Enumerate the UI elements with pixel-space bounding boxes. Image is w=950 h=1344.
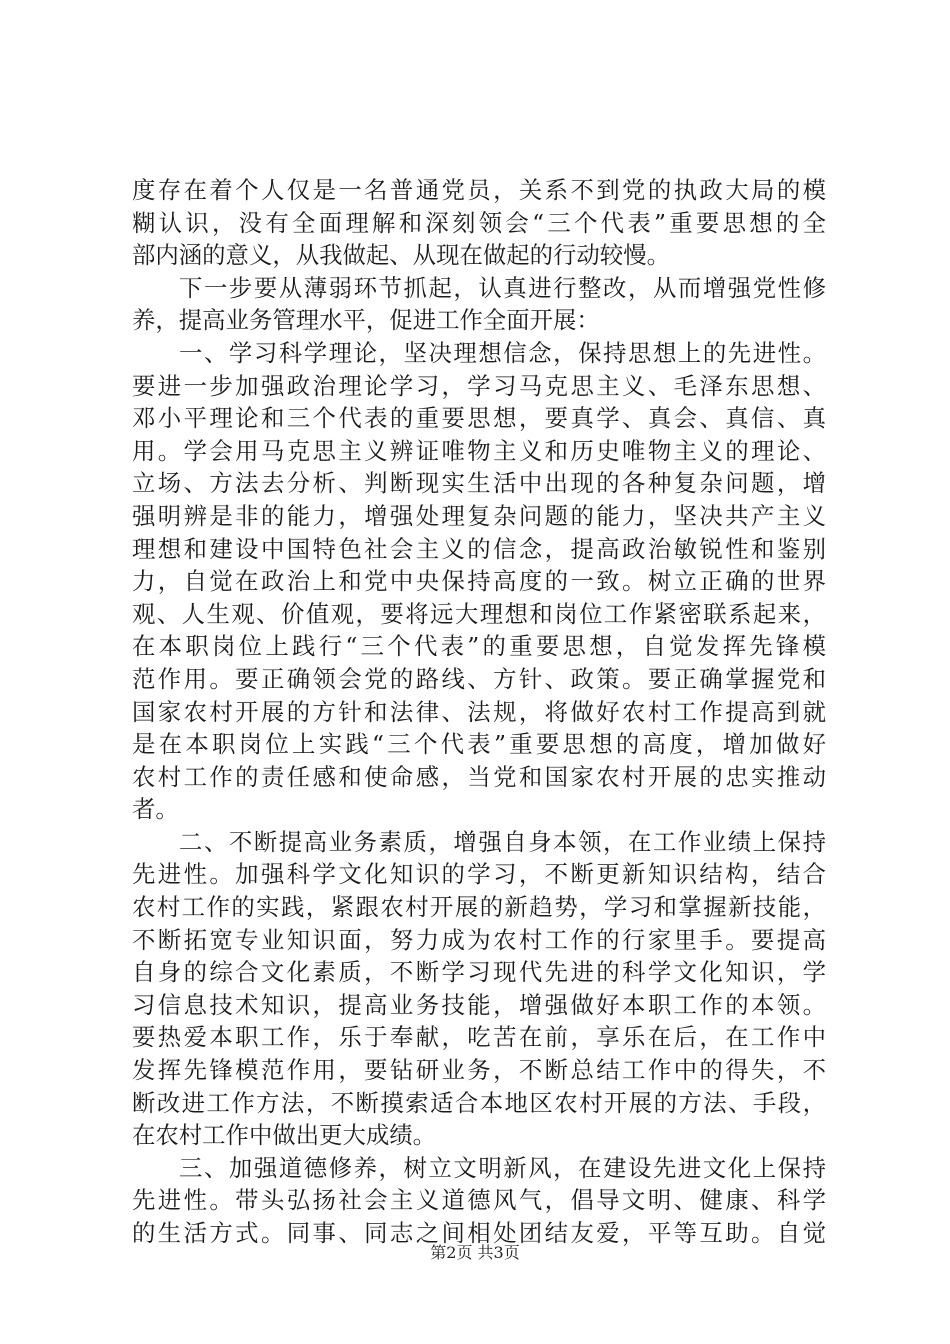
- text-line: 二、不断提高业务素质，增强自身本领，在工作业绩上保持: [179, 827, 826, 856]
- text-line: 在农村工作中做出更大成绩。: [132, 1121, 437, 1150]
- text-line: 力，自觉在政治上和党中央保持高度的一致。树立正确的世界: [132, 567, 826, 596]
- text-line: 养，提高业务管理水平，促进工作全面开展：: [132, 306, 600, 335]
- text-line: 一、学习科学理论，坚决理想信念，保持思想上的先进性。: [179, 338, 826, 367]
- text-line: 理想和建设中国特色社会主义的信念，提高政治敏锐性和鉴别: [132, 534, 826, 563]
- text-line: 国家农村开展的方针和法律、法规，将做好农村工作提高到就: [132, 697, 826, 726]
- text-line: 断改进工作方法，不断摸索适合本地区农村开展的方法、手段，: [132, 1088, 826, 1117]
- text-line: 要进一步加强政治理论学习，学习马克思主义、毛泽东思想、: [132, 371, 826, 400]
- text-line: 的生活方式。同事、同志之间相处团结友爱，平等互助。自觉: [132, 1219, 826, 1247]
- text-line: 强明辨是非的能力，增强处理复杂问题的能力，坚决共产主义: [132, 501, 826, 530]
- text-line: 邓小平理论和三个代表的重要思想，要真学、真会、真信、真: [132, 404, 826, 433]
- text-line: 习信息技术知识，提高业务技能，增强做好本职工作的本领。: [132, 990, 826, 1019]
- text-line: 自身的综合文化素质，不断学习现代先进的科学文化知识，学: [132, 958, 826, 987]
- text-line: 农村工作的实践，紧跟农村开展的新趋势，学习和掌握新技能，: [132, 893, 826, 922]
- text-line: 度存在着个人仅是一名普通党员，关系不到党的执政大局的模: [132, 176, 826, 204]
- text-line: 者。: [132, 795, 179, 824]
- text-line: 立场、方法去分析、判断现实生活中出现的各种复杂问题，增: [132, 469, 826, 498]
- text-line: 三、加强道德修养，树立文明新风，在建设先进文化上保持: [179, 1153, 826, 1182]
- text-line: 用。学会用马克思主义辨证唯物主义和历史唯物主义的理论、: [132, 436, 826, 465]
- text-line: 不断拓宽专业知识面，努力成为农村工作的行家里手。要提高: [132, 925, 826, 954]
- text-line: 范作用。要正确领会党的路线、方针、政策。要正确掌握党和: [132, 664, 826, 693]
- text-line: 下一步要从薄弱环节抓起，认真进行整改，从而增强党性修: [179, 273, 826, 302]
- text-line: 糊认识，没有全面理解和深刻领会“三个代表”重要思想的全: [132, 208, 826, 237]
- text-line: 观、人生观、价值观，要将远大理想和岗位工作紧密联系起来，: [132, 599, 826, 628]
- page-footer: [0, 1240, 950, 1263]
- page-number-label: 第2页 共3页: [430, 1243, 520, 1262]
- text-line: 在本职岗位上践行“三个代表”的重要思想，自觉发挥先锋模: [132, 632, 826, 661]
- text-line: 农村工作的责任感和使命感，当党和国家农村开展的忠实推动: [132, 762, 826, 791]
- text-line: 要热爱本职工作，乐于奉献，吃苦在前，享乐在后，在工作中: [132, 1023, 826, 1052]
- text-line: 部内涵的意义，从我做起、从现在做起的行动较慢。: [132, 241, 670, 270]
- document-body: [132, 174, 826, 1250]
- text-line: 发挥先锋模范作用，要钻研业务，不断总结工作中的得失，不: [132, 1056, 826, 1085]
- text-line: 先进性。加强科学文化知识的学习，不断更新知识结构，结合: [132, 860, 826, 889]
- text-line: 先进性。带头弘扬社会主义道德风气，倡导文明、健康、科学: [132, 1186, 826, 1215]
- text-line: 是在本职岗位上实践“三个代表”重要思想的高度，增加做好: [132, 730, 826, 759]
